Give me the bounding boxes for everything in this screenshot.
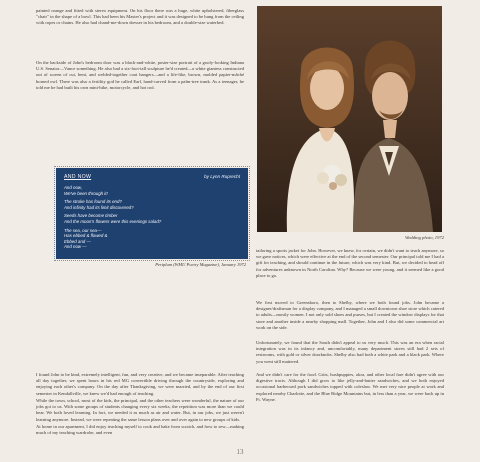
poem-line: And now, <box>64 185 83 190</box>
poem-stanza <box>64 213 240 224</box>
body-paragraph: And we didn't care for the food. Grits, hushpuppies, okra, and other local fare didn't agree with our digestive tracts. Although I did grow to like jelly-and-butter sandwiches, and we both enjoyed occasional barbecued pork sandwiches topped with coleslaw. We met very nice people at work and explored nearby Charlotte, and the Blue Ridge Mountains but, in less than a year, we were back up in Ft. Wayne. <box>256 372 444 402</box>
poem-line: And infinity had its limit discovered? <box>64 204 134 210</box>
poem-stanza <box>64 228 240 250</box>
wedding-photo-image <box>257 6 442 232</box>
poem-line: Seeds have become timber <box>64 213 118 219</box>
poem-line: The stroke has found its end? <box>64 199 122 205</box>
body-paragraph: painted orange and fitted with stereo equipment. On his floor there was a huge, white upholstered, fiberglass "chair" in the shape of a bowl. This had been his Master's project and it was designed to be hung from the ceiling with ropes or chains. He also had chand-me-down dresser in his bedroom, and a double-size waterbed. <box>36 8 244 26</box>
body-paragraph: At home in our apartment, I did enjoy teaching myself to cook and bake from scratch, and how to sew—making much of my teaching wardrobe, and even <box>36 424 244 436</box>
poem-credit: Periplum (WMU Poetry Magazine), January 1972 <box>155 262 246 267</box>
poem-line: We've been through it! <box>64 190 108 196</box>
body-paragraph: On the backside of John's bedroom door was a black-and-white, poster-size portrait of a goofy-looking Indiana U.S. Senator—Vance something. He also had a six-foot-tall sculpture he'd created—a white giantess constructed out of screen of cut, bent, and welded-together coat hangers—and a life-like, brown, molded papier-mâché horned owl. There was also a fertility god he called Earl, hand-carved from a palm-tree trunk. As a teenager, he told me he had built his own mini-bike, motorcycle, and hot rod. <box>36 60 244 90</box>
poem-stanza <box>64 185 240 196</box>
poem-body <box>64 185 240 253</box>
body-paragraph: We first moved to Greensboro, then to Shelby, where we both found jobs. John became a designer/draftsman for a display company, and I managed a small downtown shoe store which catered to adults—mostly women. I not only sold shoes and purses, but I created the window displays for that store and another inside a nearby shopping mall. Together, John and I also did some commercial art work on the side. <box>256 300 444 330</box>
poem-line: And the moon's flowers were this evenings salad? <box>64 218 162 224</box>
wedding-photo <box>257 6 442 232</box>
poem-panel <box>56 168 248 259</box>
body-paragraph: Unfortunately, we found that the South didn't appeal to us very much. This was an era when racial integration was in its infancy and, uncomfortably, many department stores still had 2 sets of restrooms, with gold or silver doorknobs. Shelby also had both a white park and a black park. Where you went still mattered. <box>256 340 444 364</box>
poem-author: by Lynn Ruprecht <box>204 174 240 179</box>
photo-caption: Wedding photo, 1972 <box>404 235 444 240</box>
page-number: 13 <box>236 448 244 456</box>
poem-title: AND NOW <box>64 174 92 180</box>
body-paragraph: While the town, school, most of the kids, the principal, and the other teachers were wonderful, the nature of our jobs got to us. With some groups of students changing every six weeks, the repetition was more than we could bear. We both loved learning. In fact, we needed it as much as air and water. But, in our jobs, we just weren't learning anymore. Instead, we were repeating the same lesson plans over and over again to new groups of kids. <box>36 398 244 422</box>
poem-line: The sea, our sea— <box>64 227 102 233</box>
poem-box <box>54 166 250 261</box>
body-paragraph: tailoring a sports jacket for John. However, we knew, for certain, we didn't want to teach anymore, so we gave notices, which were effective at the end of the second semester. Our principal told me I had a gift for teaching, and should continue in the future, which was very kind. But, we decided to head off for adventures unknown in North Carolina. Why? Because we were young, and it seemed like a good place to go. <box>256 248 444 278</box>
poem-stanza <box>64 199 240 210</box>
poem-line: Ebbed and — <box>64 238 91 244</box>
poem-line: And now — <box>64 244 87 250</box>
body-paragraph: I found John to be kind, extremely intelligent, fun, and very creative, and we became inseparable. After teaching all day together, we spent hours in his red MG convertible driving through the countryside, exploring and enjoying each other's company. On the day after Thanksgiving, we were married, and by the end of our first semester in Kendallville, we knew we'd had enough of teaching. <box>36 372 244 396</box>
poem-line: Has ebbed & flowed & <box>64 233 108 239</box>
